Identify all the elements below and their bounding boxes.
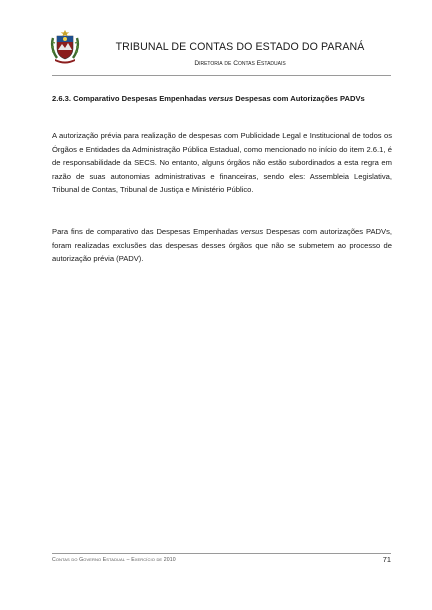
section-heading xyxy=(52,92,392,105)
section-heading-italic: versus xyxy=(208,94,234,103)
organization-subtitle: Diretoria de Contas Estaduais xyxy=(194,60,286,67)
section-heading-part2: Despesas com Autorizações PADVs xyxy=(233,94,365,103)
paragraph-2 xyxy=(52,225,392,266)
parana-coat-of-arms-icon xyxy=(49,30,81,64)
header-divider xyxy=(52,75,391,76)
page-number: 71 xyxy=(382,555,391,564)
organization-title: TRIBUNAL DE CONTAS DO ESTADO DO PARANÁ xyxy=(115,41,365,53)
paragraph-2-italic: versus xyxy=(240,227,264,236)
paragraph-2-part1: Para fins de comparativo das Despesas Empenhadas xyxy=(52,227,241,236)
paragraph-2-part2: Despesas com autorizações PADVs, foram realizadas exclusões das despesas desses órgãos que não se submetem ao processo de autorização prévia (PADV). xyxy=(52,227,392,264)
paragraph-1: A autorização prévia para realização de despesas com Publicidade Legal e Institucional de todos os Órgãos e Entidades da Administração Pública Estadual, como mencionado no início do item 2.6.1, é de responsabilidade da SECS. No entanto, alguns órgãos não estão subordinados a esta regra em razão de suas autonomias administrativas e financeiras, sendo eles: Assembleia Legislativa, Tribunal de Contas, Tribunal de Justiça e Ministério Público. xyxy=(52,131,392,195)
section-heading-part1: 2.6.3. Comparativo Despesas Empenhadas xyxy=(52,94,209,103)
footer-divider xyxy=(52,553,391,554)
page-header xyxy=(0,0,432,80)
footer-caption: Contas do Governo Estadual – Exercício de 2010 xyxy=(52,557,176,563)
